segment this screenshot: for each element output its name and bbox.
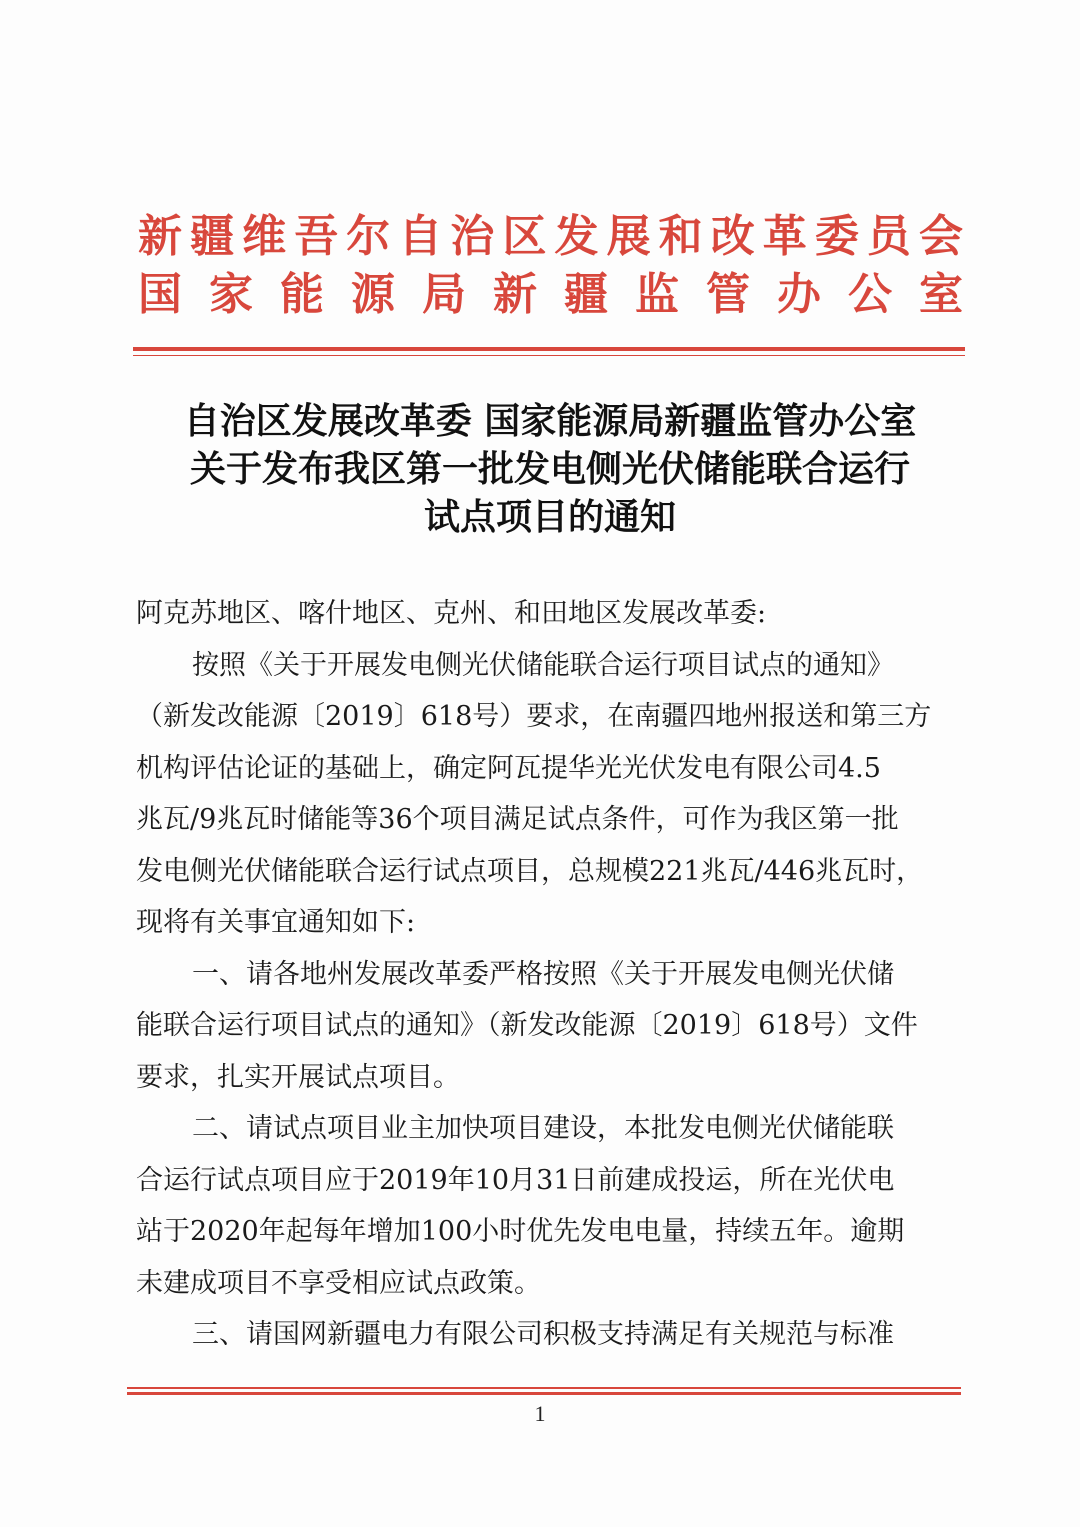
page-number: 1 [534, 1401, 546, 1426]
org-name-char: 展 [606, 211, 651, 262]
org-name-char: 办 [777, 269, 821, 320]
body-line: 合运行试点项目应于2019年10月31日前建成投运，所在光伏电 [136, 1164, 895, 1196]
body-line: 阿克苏地区、喀什地区、克州、和田地区发展改革委: [136, 598, 767, 629]
org-name-char: 家 [209, 269, 253, 320]
org-name-char: 新 [138, 211, 182, 262]
org-name-char: 局 [422, 269, 466, 320]
body-line: 未建成项目不享受相应试点政策。 [136, 1267, 541, 1299]
red-divider-bottom [127, 1387, 961, 1389]
org-name-char: 源 [351, 269, 395, 320]
body-line: 三、请国网新疆电力有限公司积极支持满足有关规范与标准 [192, 1319, 894, 1350]
body-line: 机构评估论证的基础上，确定阿瓦提华光光伏发电有限公司4.5 [136, 752, 881, 784]
body-line: 要求，扎实开展试点项目。 [136, 1061, 460, 1093]
org-name-char: 疆 [564, 269, 608, 320]
body-line: 发电侧光伏储能联合运行试点项目，总规模221兆瓦/446兆瓦时， [136, 855, 924, 887]
body-line: 兆瓦/9兆瓦时储能等36个项目满足试点条件，可作为我区第一批 [136, 804, 899, 835]
org-name-char: 能 [280, 269, 324, 320]
document-body [136, 588, 956, 1361]
body-line: 二、请试点项目业主加快项目建设，本批发电侧光伏储能联 [192, 1113, 894, 1144]
title-line-1: 自治区发展改革委 国家能源局新疆监管办公室 [183, 401, 917, 442]
org-name-char: 委 [814, 211, 859, 262]
org-name-char: 管 [706, 269, 750, 320]
org-name-char: 国 [138, 269, 182, 320]
org-name-char: 治 [450, 211, 495, 262]
org-name-char: 吾 [294, 211, 339, 262]
body-line: （新发改能源〔2019〕618号）要求，在南疆四地州报送和第三方 [136, 701, 932, 732]
org-name-char: 维 [242, 211, 287, 262]
red-divider-top [133, 347, 965, 351]
document-title [100, 398, 1000, 542]
org-name-char: 和 [658, 211, 703, 262]
body-line: 站于2020年起每年增加100小时优先发电电量，持续五年。逾期 [136, 1216, 905, 1247]
title-line-2: 关于发布我区第一批发电侧光伏储能联合运行 [189, 449, 910, 490]
title-line-3: 试点项目的通知 [423, 497, 676, 538]
org-name-char: 革 [762, 211, 807, 262]
org-name-line-2 [138, 266, 963, 324]
org-name-char: 区 [502, 211, 547, 262]
issuing-organizations-header [138, 208, 963, 324]
org-name-char: 室 [919, 269, 963, 320]
org-name-line-1 [138, 208, 963, 266]
org-name-char: 发 [554, 211, 599, 262]
org-name-char: 自 [398, 211, 443, 262]
org-name-char: 疆 [190, 211, 235, 262]
body-line: 能联合运行项目试点的通知》（新发改能源〔2019〕618号）文件 [136, 1010, 918, 1041]
body-line: 一、请各地州发展改革委严格按照《关于开展发电侧光伏储 [192, 958, 894, 990]
org-name-char: 新 [493, 269, 537, 320]
org-name-char: 会 [918, 211, 963, 262]
body-line: 现将有关事宜通知如下: [136, 907, 416, 938]
org-name-char: 尔 [346, 211, 391, 262]
org-name-char: 公 [848, 269, 892, 320]
body-line: 按照《关于开展发电侧光伏储能联合运行项目试点的通知》 [192, 649, 894, 681]
org-name-char: 员 [866, 211, 911, 262]
org-name-char: 监 [635, 269, 679, 320]
org-name-char: 改 [710, 211, 755, 262]
